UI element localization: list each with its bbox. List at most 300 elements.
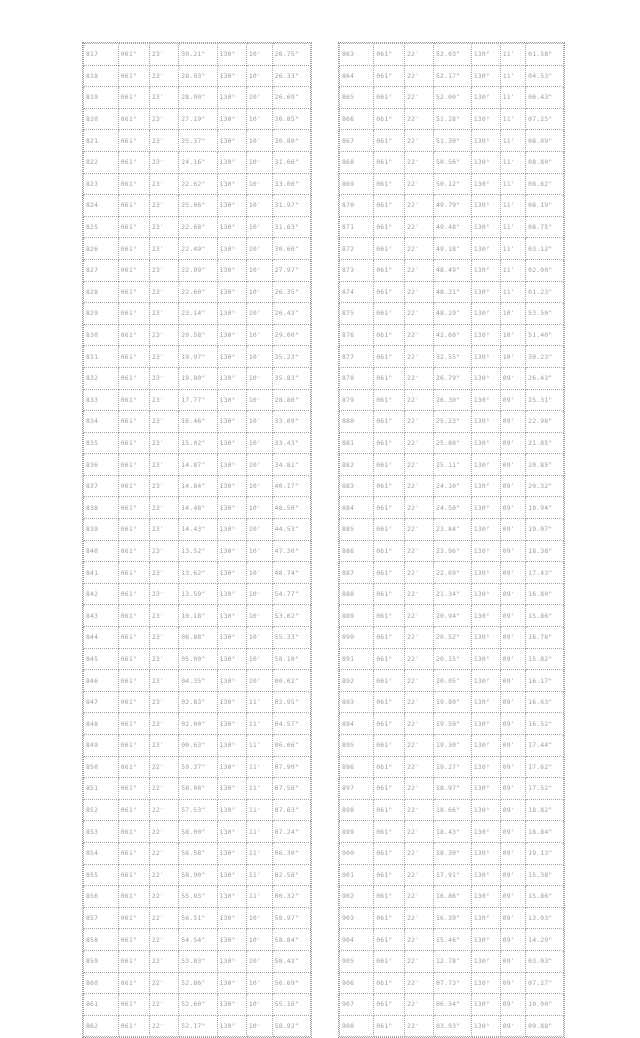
table-row: [340, 151, 564, 173]
lon-seconds-cell: 44.53": [272, 519, 310, 541]
lat-degrees-cell: 061°: [374, 562, 405, 584]
table-row: [84, 475, 311, 497]
lon-seconds-cell: 48.50": [272, 497, 310, 519]
lon-minutes-cell: 11': [500, 108, 525, 130]
table-row: [340, 821, 564, 843]
lat-degrees-cell: 061°: [374, 87, 405, 109]
table-row: [340, 259, 564, 281]
lat-degrees-cell: 061°: [118, 238, 149, 260]
lat-minutes-cell: 22': [404, 950, 433, 972]
lon-minutes-cell: 09': [500, 886, 525, 908]
lat-degrees-cell: 061°: [118, 907, 149, 929]
lon-seconds-cell: 18.38": [526, 540, 564, 562]
point-number-cell: 825: [84, 216, 119, 238]
lon-seconds-cell: 26.85": [272, 108, 310, 130]
lat-seconds-cell: 19.80": [179, 367, 217, 389]
lon-seconds-cell: 06.06": [272, 735, 310, 757]
lat-minutes-cell: 22': [404, 972, 433, 994]
lat-minutes-cell: 22': [404, 303, 433, 325]
lon-degrees-cell: 130°: [217, 454, 246, 476]
lon-minutes-cell: 09': [500, 907, 525, 929]
point-number-cell: 865: [340, 87, 374, 109]
lon-seconds-cell: 56.69": [272, 972, 310, 994]
lat-seconds-cell: 14.87": [179, 454, 217, 476]
lat-minutes-cell: 23': [149, 303, 178, 325]
lat-degrees-cell: 061°: [374, 44, 405, 66]
lat-seconds-cell: 19.30": [433, 735, 471, 757]
lon-degrees-cell: 130°: [471, 929, 500, 951]
lon-seconds-cell: 16.63": [526, 691, 564, 713]
point-number-cell: 822: [84, 151, 119, 173]
lon-minutes-cell: 11': [246, 886, 272, 908]
table-row: [84, 648, 311, 670]
lon-minutes-cell: 09': [500, 799, 525, 821]
point-number-cell: 835: [84, 432, 119, 454]
lon-degrees-cell: 130°: [471, 886, 500, 908]
table-row: [340, 929, 564, 951]
lat-degrees-cell: 061°: [118, 108, 149, 130]
lat-minutes-cell: 23': [149, 151, 178, 173]
lon-degrees-cell: 130°: [471, 562, 500, 584]
lat-seconds-cell: 18.30": [433, 842, 471, 864]
table-row: [84, 756, 311, 778]
lat-degrees-cell: 061°: [118, 389, 149, 411]
point-number-cell: 862: [84, 1015, 119, 1037]
lat-minutes-cell: 23': [149, 346, 178, 368]
point-number-cell: 892: [340, 670, 374, 692]
lat-degrees-cell: 061°: [374, 216, 405, 238]
lon-degrees-cell: 130°: [471, 281, 500, 303]
lat-minutes-cell: 22': [149, 907, 178, 929]
lon-degrees-cell: 130°: [217, 367, 246, 389]
lon-degrees-cell: 130°: [471, 44, 500, 66]
lon-seconds-cell: 28.86": [272, 389, 310, 411]
point-number-cell: 839: [84, 519, 119, 541]
lon-seconds-cell: 08.09": [526, 130, 564, 152]
lat-degrees-cell: 061°: [374, 670, 405, 692]
lat-seconds-cell: 04.35": [179, 670, 217, 692]
lon-minutes-cell: 11': [500, 87, 525, 109]
lon-degrees-cell: 130°: [217, 87, 246, 109]
lon-degrees-cell: 130°: [217, 346, 246, 368]
point-number-cell: 852: [84, 799, 119, 821]
lon-degrees-cell: 130°: [471, 389, 500, 411]
point-number-cell: 834: [84, 411, 119, 433]
point-number-cell: 817: [84, 44, 119, 66]
table-row: [340, 886, 564, 908]
lat-seconds-cell: 52.00": [433, 87, 471, 109]
lat-minutes-cell: 23': [149, 735, 178, 757]
lon-minutes-cell: 09': [500, 864, 525, 886]
table-row: [340, 994, 564, 1016]
lat-degrees-cell: 061°: [118, 346, 149, 368]
lon-seconds-cell: 07.25": [526, 108, 564, 130]
table-row: [340, 713, 564, 735]
lat-minutes-cell: 22': [404, 519, 433, 541]
lon-degrees-cell: 130°: [471, 778, 500, 800]
point-number-cell: 832: [84, 367, 119, 389]
lon-minutes-cell: 10': [246, 389, 272, 411]
lon-degrees-cell: 130°: [471, 972, 500, 994]
lon-minutes-cell: 10': [246, 929, 272, 951]
point-number-cell: 881: [340, 432, 374, 454]
point-number-cell: 833: [84, 389, 119, 411]
lon-minutes-cell: 09': [500, 713, 525, 735]
lon-seconds-cell: 07.58": [272, 778, 310, 800]
lon-minutes-cell: 10': [246, 303, 272, 325]
lon-seconds-cell: 14.29": [526, 929, 564, 951]
lon-minutes-cell: 11': [500, 44, 525, 66]
lat-seconds-cell: 52.03": [433, 44, 471, 66]
lat-seconds-cell: 18.97": [433, 778, 471, 800]
lat-seconds-cell: 14.84": [179, 475, 217, 497]
lat-degrees-cell: 061°: [118, 281, 149, 303]
lat-seconds-cell: 17.91": [433, 864, 471, 886]
lon-degrees-cell: 130°: [471, 432, 500, 454]
lat-seconds-cell: 08.88": [179, 627, 217, 649]
lon-degrees-cell: 130°: [217, 670, 246, 692]
point-number-cell: 841: [84, 562, 119, 584]
lat-minutes-cell: 22': [404, 151, 433, 173]
point-number-cell: 857: [84, 907, 119, 929]
lon-degrees-cell: 130°: [217, 842, 246, 864]
lon-minutes-cell: 10': [246, 238, 272, 260]
lat-seconds-cell: 56.58": [179, 842, 217, 864]
lat-seconds-cell: 07.73": [433, 972, 471, 994]
lon-seconds-cell: 55.33": [272, 627, 310, 649]
lat-minutes-cell: 22': [149, 756, 178, 778]
lat-minutes-cell: 22': [404, 281, 433, 303]
lon-minutes-cell: 11': [246, 691, 272, 713]
lon-degrees-cell: 130°: [217, 238, 246, 260]
lon-minutes-cell: 09': [500, 778, 525, 800]
coordinate-table-left: [82, 42, 312, 1038]
lat-degrees-cell: 061°: [374, 519, 405, 541]
lon-seconds-cell: 19.07": [526, 519, 564, 541]
lat-minutes-cell: 22': [404, 44, 433, 66]
table-row: [84, 842, 311, 864]
lon-seconds-cell: 58.92": [272, 1015, 310, 1037]
lon-degrees-cell: 130°: [471, 691, 500, 713]
lon-minutes-cell: 11': [246, 842, 272, 864]
lat-degrees-cell: 061°: [118, 821, 149, 843]
lat-degrees-cell: 061°: [374, 259, 405, 281]
point-number-cell: 823: [84, 173, 119, 195]
lat-degrees-cell: 061°: [118, 713, 149, 735]
lat-seconds-cell: 52.86": [179, 972, 217, 994]
lat-minutes-cell: 22': [149, 994, 178, 1016]
lat-minutes-cell: 22': [404, 195, 433, 217]
table-row: [84, 108, 311, 130]
lon-degrees-cell: 130°: [471, 346, 500, 368]
lat-seconds-cell: 22.62": [179, 173, 217, 195]
lat-seconds-cell: 02.00": [179, 713, 217, 735]
lat-degrees-cell: 061°: [118, 1015, 149, 1037]
lon-minutes-cell: 09': [500, 367, 525, 389]
lat-degrees-cell: 061°: [374, 994, 405, 1016]
lat-degrees-cell: 061°: [118, 994, 149, 1016]
table-row: [84, 821, 311, 843]
point-number-cell: 851: [84, 778, 119, 800]
lon-minutes-cell: 09': [500, 432, 525, 454]
lat-minutes-cell: 23': [149, 65, 178, 87]
table-row: [340, 303, 564, 325]
lat-minutes-cell: 22': [404, 886, 433, 908]
point-number-cell: 820: [84, 108, 119, 130]
lat-degrees-cell: 061°: [374, 735, 405, 757]
lat-seconds-cell: 05.00": [179, 648, 217, 670]
lon-minutes-cell: 11': [246, 821, 272, 843]
lat-seconds-cell: 22.99": [179, 259, 217, 281]
table-row: [340, 346, 564, 368]
table-row: [340, 519, 564, 541]
lon-degrees-cell: 130°: [217, 173, 246, 195]
lon-degrees-cell: 130°: [217, 475, 246, 497]
point-number-cell: 873: [340, 259, 374, 281]
lat-degrees-cell: 061°: [374, 864, 405, 886]
table-row: [84, 411, 311, 433]
lat-seconds-cell: 10.18": [179, 605, 217, 627]
lon-seconds-cell: 06.30": [272, 842, 310, 864]
lat-degrees-cell: 061°: [374, 497, 405, 519]
lat-seconds-cell: 52.60": [179, 994, 217, 1016]
lon-degrees-cell: 130°: [217, 216, 246, 238]
lat-minutes-cell: 22': [404, 238, 433, 260]
lat-degrees-cell: 061°: [374, 648, 405, 670]
lat-seconds-cell: 20.52": [433, 627, 471, 649]
lon-seconds-cell: 20.32": [526, 475, 564, 497]
lat-seconds-cell: 28.00": [179, 87, 217, 109]
table-row: [340, 627, 564, 649]
table-row: [340, 605, 564, 627]
lat-minutes-cell: 22': [404, 389, 433, 411]
lat-seconds-cell: 24.10": [433, 475, 471, 497]
lat-seconds-cell: 53.83": [179, 950, 217, 972]
lon-minutes-cell: 09': [500, 389, 525, 411]
lat-minutes-cell: 22': [149, 886, 178, 908]
lon-degrees-cell: 130°: [217, 259, 246, 281]
lat-degrees-cell: 061°: [374, 130, 405, 152]
point-number-cell: 847: [84, 691, 119, 713]
lon-seconds-cell: 00.02": [272, 670, 310, 692]
point-number-cell: 866: [340, 108, 374, 130]
table-row: [340, 238, 564, 260]
point-number-cell: 886: [340, 540, 374, 562]
point-number-cell: 837: [84, 475, 119, 497]
lon-seconds-cell: 26.43": [526, 367, 564, 389]
lat-degrees-cell: 061°: [118, 216, 149, 238]
point-number-cell: 870: [340, 195, 374, 217]
lat-degrees-cell: 061°: [118, 735, 149, 757]
lon-degrees-cell: 130°: [217, 44, 246, 66]
lat-degrees-cell: 061°: [118, 519, 149, 541]
lon-degrees-cell: 130°: [471, 648, 500, 670]
lat-minutes-cell: 23': [149, 367, 178, 389]
lat-seconds-cell: 21.34": [433, 583, 471, 605]
table-row: [84, 281, 311, 303]
lon-minutes-cell: 10': [246, 281, 272, 303]
lat-degrees-cell: 061°: [374, 65, 405, 87]
lat-minutes-cell: 23': [149, 648, 178, 670]
lon-seconds-cell: 22.96": [526, 411, 564, 433]
lon-seconds-cell: 18.84": [526, 821, 564, 843]
lon-seconds-cell: 16.17": [526, 670, 564, 692]
lat-minutes-cell: 23': [149, 670, 178, 692]
lon-degrees-cell: 130°: [471, 605, 500, 627]
lon-degrees-cell: 130°: [471, 497, 500, 519]
lon-degrees-cell: 130°: [217, 950, 246, 972]
lat-minutes-cell: 22': [404, 108, 433, 130]
lon-degrees-cell: 130°: [217, 735, 246, 757]
point-number-cell: 863: [340, 44, 374, 66]
lon-minutes-cell: 10': [246, 367, 272, 389]
lat-seconds-cell: 57.53": [179, 799, 217, 821]
point-number-cell: 883: [340, 475, 374, 497]
table-row: [340, 195, 564, 217]
lon-degrees-cell: 130°: [217, 972, 246, 994]
lon-degrees-cell: 130°: [217, 540, 246, 562]
lon-minutes-cell: 09': [500, 842, 525, 864]
lon-seconds-cell: 07.27": [526, 972, 564, 994]
point-number-cell: 867: [340, 130, 374, 152]
lon-seconds-cell: 20.85": [526, 454, 564, 476]
lat-seconds-cell: 48.49": [433, 259, 471, 281]
point-number-cell: 898: [340, 799, 374, 821]
lon-degrees-cell: 130°: [217, 799, 246, 821]
lon-minutes-cell: 10': [500, 324, 525, 346]
lat-minutes-cell: 23': [149, 411, 178, 433]
table-row: [84, 173, 311, 195]
lat-degrees-cell: 061°: [374, 454, 405, 476]
lat-minutes-cell: 22': [404, 87, 433, 109]
lat-minutes-cell: 22': [404, 864, 433, 886]
lon-seconds-cell: 07.63": [272, 799, 310, 821]
table-row: [84, 670, 311, 692]
lat-minutes-cell: 23': [149, 87, 178, 109]
lon-degrees-cell: 130°: [471, 994, 500, 1016]
lon-minutes-cell: 10': [246, 454, 272, 476]
lon-degrees-cell: 130°: [471, 519, 500, 541]
lon-minutes-cell: 10': [246, 994, 272, 1016]
lon-seconds-cell: 35.23": [272, 346, 310, 368]
lon-seconds-cell: 21.85": [526, 432, 564, 454]
lon-degrees-cell: 130°: [217, 281, 246, 303]
point-number-cell: 878: [340, 367, 374, 389]
lat-minutes-cell: 23': [149, 583, 178, 605]
point-number-cell: 840: [84, 540, 119, 562]
table-row: [84, 972, 311, 994]
point-number-cell: 827: [84, 259, 119, 281]
lat-seconds-cell: 58.90": [179, 864, 217, 886]
lon-seconds-cell: 31.63": [272, 216, 310, 238]
lat-degrees-cell: 061°: [118, 65, 149, 87]
point-number-cell: 842: [84, 583, 119, 605]
lon-degrees-cell: 130°: [471, 907, 500, 929]
table-row: [340, 65, 564, 87]
lat-minutes-cell: 23': [149, 691, 178, 713]
lon-minutes-cell: 09': [500, 562, 525, 584]
table-row: [84, 1015, 311, 1037]
lat-minutes-cell: 22': [404, 842, 433, 864]
lat-degrees-cell: 061°: [374, 108, 405, 130]
point-number-cell: 887: [340, 562, 374, 584]
lat-seconds-cell: 22.49": [179, 238, 217, 260]
table-row: [340, 87, 564, 109]
table-row: [340, 1015, 564, 1037]
table-row: [84, 216, 311, 238]
lat-minutes-cell: 22': [404, 65, 433, 87]
lon-degrees-cell: 130°: [471, 324, 500, 346]
lon-seconds-cell: 29.00": [272, 324, 310, 346]
lon-minutes-cell: 11': [246, 778, 272, 800]
lat-minutes-cell: 23': [149, 627, 178, 649]
lon-seconds-cell: 26.35": [272, 281, 310, 303]
lat-minutes-cell: 22': [404, 735, 433, 757]
lat-seconds-cell: 55.93": [179, 886, 217, 908]
lat-minutes-cell: 23': [149, 324, 178, 346]
lon-minutes-cell: 10': [246, 324, 272, 346]
lon-seconds-cell: 26.69": [272, 87, 310, 109]
lat-degrees-cell: 061°: [118, 497, 149, 519]
lon-seconds-cell: 53.62": [272, 605, 310, 627]
lon-minutes-cell: 11': [246, 756, 272, 778]
lon-seconds-cell: 17.44": [526, 735, 564, 757]
lat-seconds-cell: 13.52": [179, 540, 217, 562]
lon-minutes-cell: 10': [246, 648, 272, 670]
lat-degrees-cell: 061°: [118, 411, 149, 433]
lon-minutes-cell: 09': [500, 454, 525, 476]
lat-seconds-cell: 58.00": [179, 821, 217, 843]
lon-minutes-cell: 11': [500, 65, 525, 87]
lat-degrees-cell: 061°: [118, 627, 149, 649]
lon-degrees-cell: 130°: [217, 1015, 246, 1037]
table-row: [84, 324, 311, 346]
lat-seconds-cell: 49.79": [433, 195, 471, 217]
lon-degrees-cell: 130°: [471, 151, 500, 173]
point-number-cell: 848: [84, 713, 119, 735]
point-number-cell: 875: [340, 303, 374, 325]
table-row: [340, 799, 564, 821]
table-row: [84, 432, 311, 454]
table-row: [340, 756, 564, 778]
lat-minutes-cell: 22': [404, 259, 433, 281]
lat-minutes-cell: 22': [404, 432, 433, 454]
lon-seconds-cell: 31.66": [272, 151, 310, 173]
lat-seconds-cell: 25.23": [433, 411, 471, 433]
point-number-cell: 891: [340, 648, 374, 670]
lat-minutes-cell: 22': [404, 583, 433, 605]
point-number-cell: 895: [340, 735, 374, 757]
lon-minutes-cell: 10': [246, 195, 272, 217]
point-number-cell: 836: [84, 454, 119, 476]
point-number-cell: 893: [340, 691, 374, 713]
lat-degrees-cell: 061°: [374, 475, 405, 497]
point-number-cell: 860: [84, 972, 119, 994]
lon-seconds-cell: 25.31": [526, 389, 564, 411]
table-row: [340, 475, 564, 497]
lat-minutes-cell: 23': [149, 195, 178, 217]
lat-seconds-cell: 16.39": [433, 907, 471, 929]
lon-minutes-cell: 11': [246, 735, 272, 757]
lat-degrees-cell: 061°: [374, 886, 405, 908]
lon-minutes-cell: 10': [246, 497, 272, 519]
lat-minutes-cell: 22': [404, 670, 433, 692]
lat-degrees-cell: 061°: [118, 367, 149, 389]
lon-degrees-cell: 130°: [471, 821, 500, 843]
lat-minutes-cell: 22': [404, 1015, 433, 1037]
table-row: [340, 864, 564, 886]
lon-minutes-cell: 09': [500, 627, 525, 649]
